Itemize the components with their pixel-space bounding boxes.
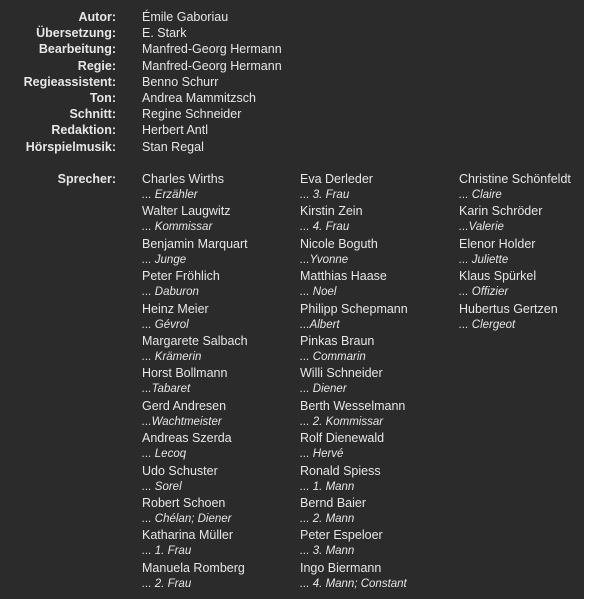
credit-value: Manfred-Georg Hermann bbox=[142, 58, 282, 73]
actor-name: Rolf Dienewald bbox=[300, 431, 385, 446]
role-name: ... 1. Mann bbox=[300, 480, 355, 493]
speaker-entry bbox=[459, 203, 571, 235]
credit-label: Regieassistent: bbox=[23, 74, 116, 89]
role-name: ... Sorel bbox=[142, 480, 182, 493]
actor-name: Charles Wirths bbox=[142, 172, 224, 186]
actor-name: Willi Schneider bbox=[300, 366, 383, 381]
actor-name: Eva Derleder bbox=[300, 172, 373, 186]
speaker-entry bbox=[300, 527, 408, 559]
speaker-entry bbox=[300, 203, 408, 235]
role-name: ... Diener bbox=[300, 383, 347, 396]
actor-name: Horst Bollmann bbox=[142, 366, 228, 381]
credit-value: Stan Regal bbox=[142, 139, 204, 154]
speaker-entry bbox=[142, 171, 248, 203]
speaker-entry bbox=[459, 301, 571, 333]
actor-name: Bernd Baier bbox=[300, 495, 367, 510]
actor-name: Walter Laugwitz bbox=[142, 204, 231, 219]
actor-name: Katharina Müller bbox=[142, 528, 234, 543]
speaker-column-2 bbox=[300, 171, 408, 592]
speaker-entry bbox=[142, 398, 248, 430]
role-name: ...Wachtmeister bbox=[142, 415, 222, 428]
speaker-column-1 bbox=[142, 171, 248, 592]
speaker-entry bbox=[142, 301, 248, 333]
role-name: ... 1. Frau bbox=[142, 545, 192, 558]
role-name: ... Lecoq bbox=[142, 448, 187, 461]
speaker-entry bbox=[459, 171, 571, 203]
actor-name: Christine Schönfeldt bbox=[459, 172, 571, 186]
speaker-entry bbox=[300, 398, 408, 430]
speaker-entry bbox=[142, 495, 248, 527]
role-name: ... 4. Mann; Constant bbox=[300, 577, 407, 590]
role-name: ... Junge bbox=[142, 253, 187, 266]
speaker-entry bbox=[142, 236, 248, 268]
actor-name: Matthias Haase bbox=[300, 269, 387, 284]
role-name: ... Noel bbox=[300, 286, 337, 299]
actor-name: Heinz Meier bbox=[142, 301, 209, 316]
speakers-label: Sprecher: bbox=[57, 172, 116, 186]
role-name: ... Daburon bbox=[142, 286, 199, 299]
credit-label: Übersetzung: bbox=[36, 26, 116, 41]
speaker-column-3 bbox=[459, 171, 571, 333]
speaker-entry bbox=[142, 527, 248, 559]
speaker-entry bbox=[300, 236, 408, 268]
speaker-entry bbox=[300, 495, 408, 527]
actor-name: Manuela Romberg bbox=[142, 560, 245, 575]
actor-name: Nicole Boguth bbox=[300, 236, 378, 251]
role-name: ... 2. Kommissar bbox=[300, 415, 384, 428]
role-name: ... 3. Mann bbox=[300, 545, 355, 558]
role-name: ... 2. Frau bbox=[142, 577, 192, 590]
role-name: ... Gévrol bbox=[142, 318, 189, 331]
speaker-entry bbox=[142, 365, 248, 397]
credit-label: Regie: bbox=[77, 58, 116, 73]
role-name: ... Krämerin bbox=[142, 350, 202, 363]
speaker-entry bbox=[142, 430, 248, 462]
speaker-entry bbox=[142, 203, 248, 235]
actor-name: Margarete Salbach bbox=[142, 333, 248, 348]
actor-name: Robert Schoen bbox=[142, 495, 226, 510]
speaker-entry bbox=[142, 560, 248, 592]
role-name: ... Juliette bbox=[459, 253, 509, 266]
role-name: ... Clergeot bbox=[459, 318, 516, 331]
role-name: ... Chélan; Diener bbox=[142, 512, 232, 525]
credit-label: Schnitt: bbox=[69, 107, 116, 122]
role-name: ...Yvonne bbox=[300, 253, 349, 266]
speaker-entry bbox=[300, 560, 408, 592]
credit-value: Benno Schurr bbox=[142, 74, 219, 89]
role-name: ... 4. Frau bbox=[300, 221, 350, 234]
actor-name: Berth Wesselmann bbox=[300, 398, 406, 413]
role-name: ...Albert bbox=[300, 318, 340, 331]
credit-value: Regine Schneider bbox=[142, 107, 242, 122]
credit-label: Hörspielmusik: bbox=[25, 139, 116, 154]
credit-label: Ton: bbox=[89, 91, 116, 105]
actor-name: Philipp Schepmann bbox=[300, 301, 408, 316]
speaker-entry bbox=[300, 333, 408, 365]
credit-value: Herbert Antl bbox=[142, 123, 209, 138]
role-name: ... Claire bbox=[459, 189, 502, 201]
credit-value: Manfred-Georg Hermann bbox=[142, 42, 282, 57]
role-name: ... Hervé bbox=[300, 448, 344, 461]
actor-name: Udo Schuster bbox=[142, 463, 218, 478]
speaker-entry bbox=[142, 333, 248, 365]
credit-label: Redaktion: bbox=[51, 123, 116, 138]
speaker-entry bbox=[459, 268, 571, 300]
actor-name: Kirstin Zein bbox=[300, 204, 363, 219]
role-name: ...Tabaret bbox=[142, 383, 191, 396]
actor-name: Peter Fröhlich bbox=[142, 269, 220, 284]
credit-value: Émile Gaboriau bbox=[142, 10, 229, 24]
actor-name: Pinkas Braun bbox=[300, 333, 375, 348]
credit-label: Bearbeitung: bbox=[38, 42, 116, 57]
actor-name: Karin Schröder bbox=[459, 204, 543, 219]
role-name: ... 3. Frau bbox=[300, 189, 350, 201]
actor-name: Peter Espeloer bbox=[300, 528, 383, 543]
credit-value: Andrea Mammitzsch bbox=[142, 91, 256, 105]
credit-value: E. Stark bbox=[142, 26, 187, 41]
role-name: ... Erzähler bbox=[142, 189, 198, 201]
actor-name: Benjamin Marquart bbox=[142, 236, 248, 251]
actor-name: Elenor Holder bbox=[459, 236, 536, 251]
speaker-entry bbox=[300, 268, 408, 300]
actor-name: Ingo Biermann bbox=[300, 560, 382, 575]
speaker-entry bbox=[300, 171, 408, 203]
role-name: ... Offizier bbox=[459, 286, 509, 299]
role-name: ... Commarin bbox=[300, 350, 366, 363]
speaker-entry bbox=[300, 463, 408, 495]
role-name: ... 2. Mann bbox=[300, 512, 355, 525]
role-name: ... Kommissar bbox=[142, 221, 213, 234]
actor-name: Ronald Spiess bbox=[300, 463, 381, 478]
speaker-entry bbox=[300, 430, 408, 462]
actor-name: Andreas Szerda bbox=[142, 431, 232, 446]
credit-label: Autor: bbox=[78, 10, 116, 24]
speaker-entry bbox=[300, 301, 408, 333]
speaker-entry bbox=[142, 268, 248, 300]
role-name: ...Valerie bbox=[459, 221, 504, 234]
actor-name: Hubertus Gertzen bbox=[459, 301, 558, 316]
speaker-entry bbox=[300, 365, 408, 397]
actor-name: Gerd Andresen bbox=[142, 398, 227, 413]
speaker-entry bbox=[142, 463, 248, 495]
speaker-entry bbox=[459, 236, 571, 268]
actor-name: Klaus Spürkel bbox=[459, 269, 537, 284]
